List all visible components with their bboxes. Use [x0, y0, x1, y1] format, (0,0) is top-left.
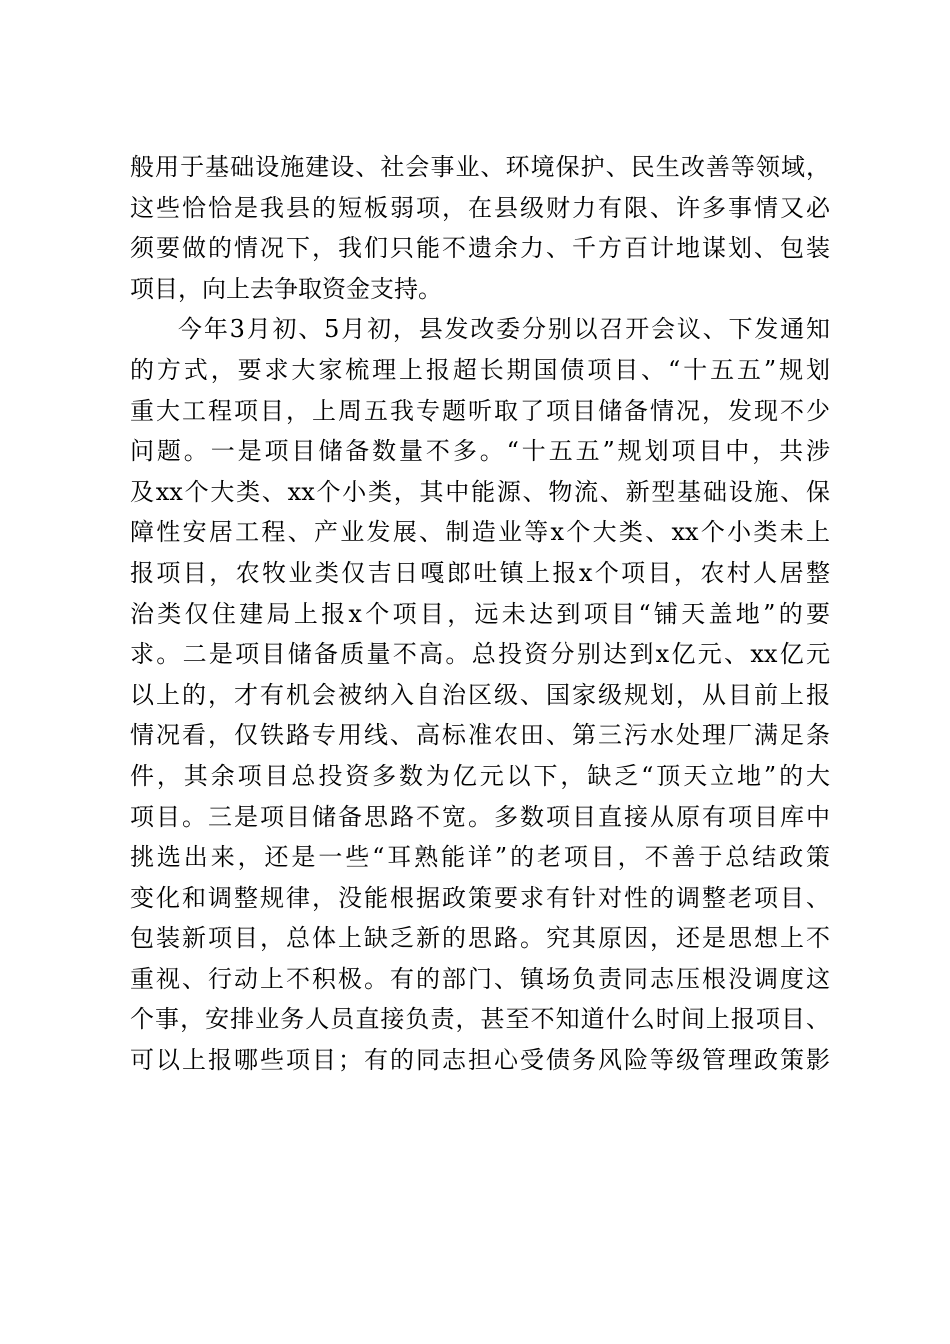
text-line: 可以上报哪些项目；有的同志担心受债务风险等级管理政策影 — [130, 1046, 830, 1075]
text-line: 个事，安排业务人员直接负责，甚至不知道什么时间上报项目、 — [130, 1005, 830, 1034]
text-line: 报项目，农牧业类仅吉日嘎郎吐镇上报x个项目，农村人居整 — [130, 558, 830, 587]
text-line: 变化和调整规律，没能根据政策要求有针对性的调整老项目、 — [130, 883, 830, 912]
text-line: 问题。一是项目储备数量不多。“十五五”规划项目中，共涉 — [130, 437, 830, 466]
text-line: 重大工程项目，上周五我专题听取了项目储备情况，发现不少 — [130, 396, 830, 425]
text-line: 重视、行动上不积极。有的部门、镇场负责同志压根没调度这 — [130, 964, 830, 993]
text-line: 及xx个大类、xx个小类，其中能源、物流、新型基础设施、保 — [130, 477, 830, 506]
text-line: 这些恰恰是我县的短板弱项，在县级财力有限、许多事情又必 — [130, 193, 830, 222]
text-line: 包装新项目，总体上缺乏新的思路。究其原因，还是思想上不 — [130, 924, 830, 953]
body-text — [130, 147, 830, 1081]
text-line: 障性安居工程、产业发展、制造业等x个大类、xx个小类未上 — [130, 518, 830, 547]
text-line: 治类仅住建局上报x个项目，远未达到项目“铺天盖地”的要 — [130, 599, 830, 628]
paragraph-first-line: 今年3月初、5月初，县发改委分别以召开会议、下发通知 — [178, 315, 830, 344]
text-line: 求。二是项目储备质量不高。总投资分别达到x亿元、xx亿元 — [130, 640, 830, 669]
text-line: 以上的，才有机会被纳入自治区级、国家级规划，从目前上报 — [130, 680, 830, 709]
text-line: 项目。三是项目储备思路不宽。多数项目直接从原有项目库中 — [130, 802, 830, 831]
text-line: 情况看，仅铁路专用线、高标准农田、第三污水处理厂满足条 — [130, 721, 830, 750]
text-line: 般用于基础设施建设、社会事业、环境保护、民生改善等领域， — [130, 153, 830, 181]
text-line: 挑选出来，还是一些“耳熟能详”的老项目，不善于总结政策 — [130, 843, 830, 872]
text-line: 件，其余项目总投资多数为亿元以下，缺乏“顶天立地”的大 — [130, 761, 830, 790]
text-line: 须要做的情况下，我们只能不遗余力、千方百计地谋划、包装 — [130, 234, 830, 263]
text-line: 的方式，要求大家梳理上报超长期国债项目、“十五五”规划 — [130, 355, 830, 384]
text-line: 项目，向上去争取资金支持。 — [130, 274, 442, 303]
